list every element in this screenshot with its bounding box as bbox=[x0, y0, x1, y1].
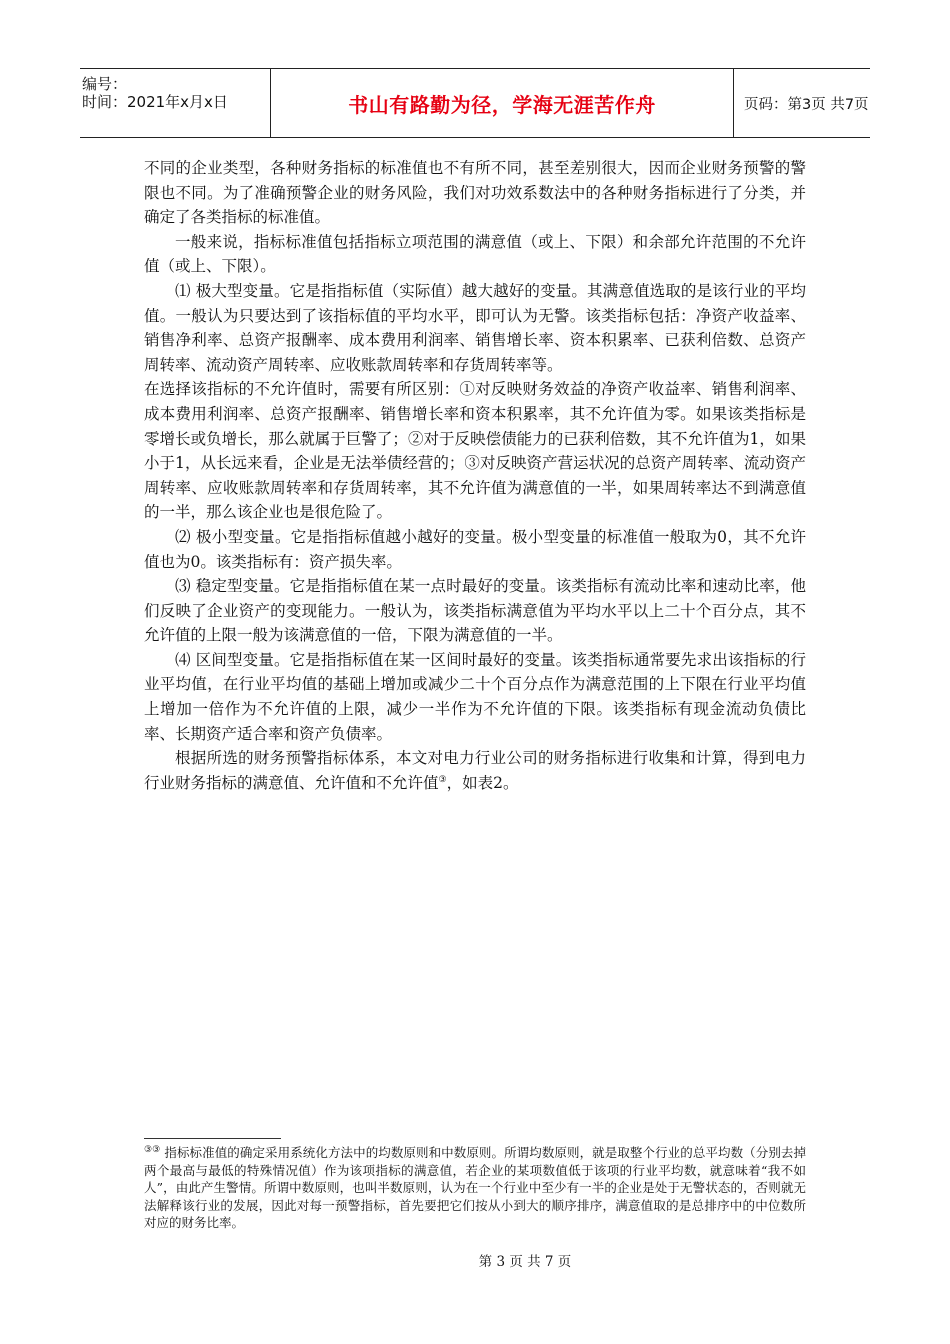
number-label: 编号： bbox=[82, 75, 128, 93]
page-footer bbox=[0, 1250, 950, 1270]
footnote-ref[interactable]: ③ bbox=[438, 774, 447, 785]
paragraph: ⑶ 稳定型变量。它是指指标值在某一点时最好的变量。该类指标有流动比率和速动比率，他们反映了企业资产的变现能力。一般认为，该类指标满意值为平均水平以上二十个百分点，其不允许值的上限一般为该满意值的一倍，下限为满意值的一半。 bbox=[144, 577, 806, 645]
paragraph: 一般来说，指标标准值包括指标立项范围的满意值（或上、下限）和余部允许范围的不允许值（或上、下限）。 bbox=[144, 232, 806, 276]
header-page-info: 页码：第3页 共7页 bbox=[744, 96, 869, 113]
date-label: 时间：2021年x月x日 bbox=[82, 93, 228, 111]
footnote-text: 指标标准值的确定采用系统化方法中的均数原则和中数原则。所谓均数原则，就是取整个行业的总平均数（分别去掉两个最高与最低的特殊情况值）作为该项指标的满意值，若企业的某项数值低于该项的行业平均数，就意味着“我不如人”，由此产生警情。所谓中数原则，也叫半数原则，认为在一个行业中至少有一半的企业是处于无警状态的，否则就无法解释该行业的发展，因此对每一预警指标，首先要把它们按从小到大的顺序排序，满意值取的是总排序中的中位数所对应的财务比率。 bbox=[144, 1145, 806, 1230]
footnote bbox=[144, 1144, 806, 1232]
page-header bbox=[80, 68, 870, 138]
document-body bbox=[144, 156, 806, 795]
paragraph-text: 根据所选的财务预警指标体系，本文对电力行业公司的财务指标进行收集和计算，得到电力行业财务指标的满意值、允许值和不允许值 bbox=[144, 749, 806, 792]
paragraph: ⑵ 极小型变量。它是指指标值越小越好的变量。极小型变量的标准值一般取为0，其不允许值也为0。该类指标有：资产损失率。 bbox=[144, 527, 806, 571]
paragraph-text-end: ，如表2。 bbox=[446, 773, 519, 792]
paragraph: 在选择该指标的不允许值时，需要有所区别：①对反映财务效益的净资产收益率、销售利润率、成本费用利润率、总资产报酬率、销售增长率和资本积累率，其不允许值为零。如果该类指标是零增长或负增长，那么就属于巨警了；②对于反映偿债能力的已获利倍数，其不允许值为1，如果小于1，从长远来看，企业是无法举债经营的；③对反映资产营运状况的总资产周转率、流动资产周转率、应收账款周转率和存货周转率，其不允许值为满意值的一半，如果周转率达不到满意值的一半，那么该企业也是很危险了。 bbox=[144, 380, 806, 522]
paragraph: 不同的企业类型，各种财务指标的标准值也不有所不同，甚至差别很大，因而企业财务预警的警限也不同。为了准确预警企业的财务风险，我们对功效系数法中的各种财务指标进行了分类，并确定了各类指标的标准值。 bbox=[144, 159, 806, 227]
paragraph: ⑷ 区间型变量。它是指指标值在某一区间时最好的变量。该类指标通常要先求出该指标的行业平均值，在行业平均值的基础上增加或减少二十个百分点作为满意范围的上下限在行业平均值上增加一倍作为不允许值的上限，减少一半作为不允许值的下限。该类指标有现金流动负债比率、长期资产适合率和资产负债率。 bbox=[144, 650, 806, 743]
page-number: 第 3 页 共 7 页 bbox=[478, 1254, 572, 1270]
footnote-mark: ③③ bbox=[144, 1144, 161, 1155]
paragraph: ⑴ 极大型变量。它是指指标值（实际值）越大越好的变量。其满意值选取的是该行业的平均值。一般认为只要达到了该指标值的平均水平，即可认为无警。该类指标包括：净资产收益率、销售净利率、总资产报酬率、成本费用利润率、销售增长率、资本积累率、已获利倍数、总资产周转率、流动资产周转率、应收账款周转率和存货周转率等。 bbox=[144, 281, 806, 374]
paragraph-last bbox=[144, 746, 806, 795]
header-motto: 书山有路勤为径，学海无涯苦作舟 bbox=[270, 69, 734, 137]
header-meta bbox=[80, 69, 270, 137]
footnote-divider bbox=[144, 1138, 281, 1139]
